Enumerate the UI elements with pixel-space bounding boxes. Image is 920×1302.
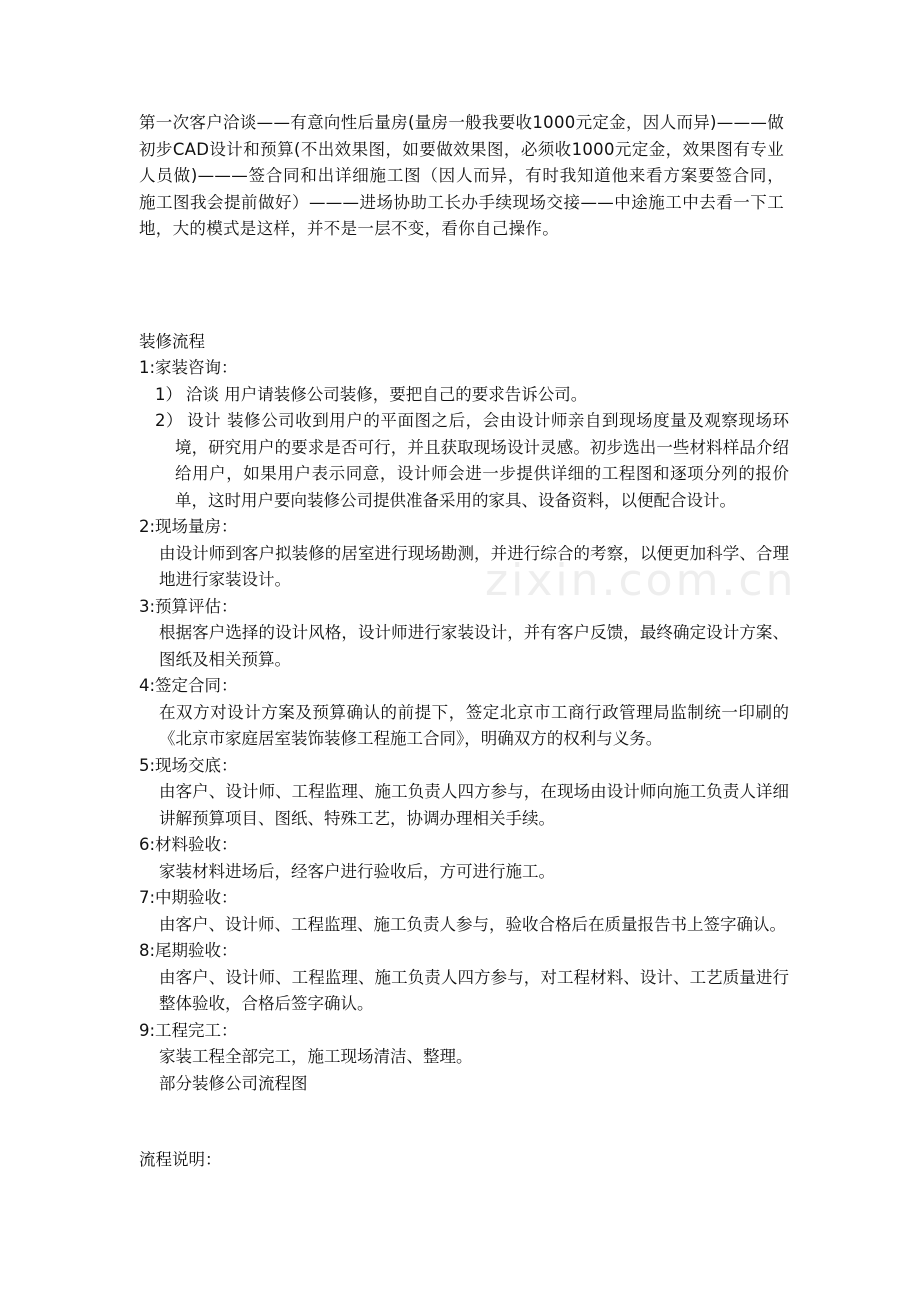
step-heading: 9:工程完工： (139, 1020, 238, 1040)
sub-item-text: 设计 装修公司收到用户的平面图之后，会由设计师亲自到现场度量及观察现场环境，研究用户的要求是否可行，并且获取现场设计灵感。初步选出一些材料样品介绍给用户，如果用户表示同意，设计师会进一步提供详细的工程图和逐项分列的报价单，这时用户要向装修公司提供准备采用的家具、设备资料，以便配合设计。 (175, 411, 789, 510)
step-heading: 8:尾期验收： (139, 941, 238, 960)
step-body: 根据客户选择的设计风格，设计师进行家装设计，并有客户反馈，最终确定设计方案、图纸及相关预算。 (159, 623, 789, 669)
step-heading: 3:预算评估： (139, 596, 238, 616)
sub-item (155, 382, 789, 409)
sub-item-number: 1） (155, 384, 182, 404)
watermark: zixin.com.cn (485, 555, 797, 606)
sub-item-number: 2） (155, 411, 184, 430)
step-body: 家装工程全部完工，施工现场清洁、整理。 (159, 1047, 473, 1066)
step-body: 家装材料进场后，经客户进行验收后，方可进行施工。 (159, 861, 555, 881)
step-body: 由客户、设计师、工程监理、施工负责人四方参与，在现场由设计师向施工负责人详细讲解预算项目、图纸、特殊工艺，协调办理相关手续。 (159, 782, 789, 828)
step-body: 由客户、设计师、工程监理、施工负责人四方参与，对工程材料、设计、工艺质量进行整体验收，合格后签字确认。 (159, 967, 789, 1013)
step-body: 由客户、设计师、工程监理、施工负责人参与，验收合格后在质量报告书上签字确认。 (159, 914, 786, 934)
step-heading: 4:签定合同： (139, 676, 238, 695)
step-heading: 7:中期验收： (139, 888, 238, 907)
step-heading: 6:材料验收： (139, 835, 238, 854)
process-description-label: 流程说明： (139, 1150, 222, 1169)
step-body: 由设计师到客户拟装修的居室进行现场勘测，并进行综合的考察，以便更加科学、合理地进行家装设计。 (159, 543, 789, 589)
intro-paragraph: 第一次客户洽谈——有意向性后量房(量房一般我要收1000元定金，因人而异)———做初步CAD设计和预算(不出效果图，如要做效果图，必须收1000元定金，效果图有专业人员做)———签合同和出详细施工图（因人而异，有时我知道他来看方案要签合同，施工图我会提前做好）———进场协助工长办手续现场交接——中途施工中去看一下工地，大的模式是这样，并不是一层不变，看你自己操作。 (139, 113, 784, 238)
process-list (139, 355, 789, 1097)
sub-item (155, 408, 789, 514)
sub-item-text: 洽谈 用户请装修公司装修，要把自己的要求告诉公司。 (186, 384, 588, 404)
step-heading: 5:现场交底： (139, 755, 238, 775)
step-body: 在双方对设计方案及预算确认的前提下，签定北京市工商行政管理局监制统一印刷的《北京市家庭居室装饰装修工程施工合同》，明确双方的权利与义务。 (159, 702, 789, 748)
flowchart-note: 部分装修公司流程图 (159, 1073, 308, 1093)
step-heading: 2:现场量房： (139, 517, 238, 536)
section-title: 装修流程 (139, 332, 205, 351)
step-heading: 1:家装咨询： (139, 358, 238, 377)
